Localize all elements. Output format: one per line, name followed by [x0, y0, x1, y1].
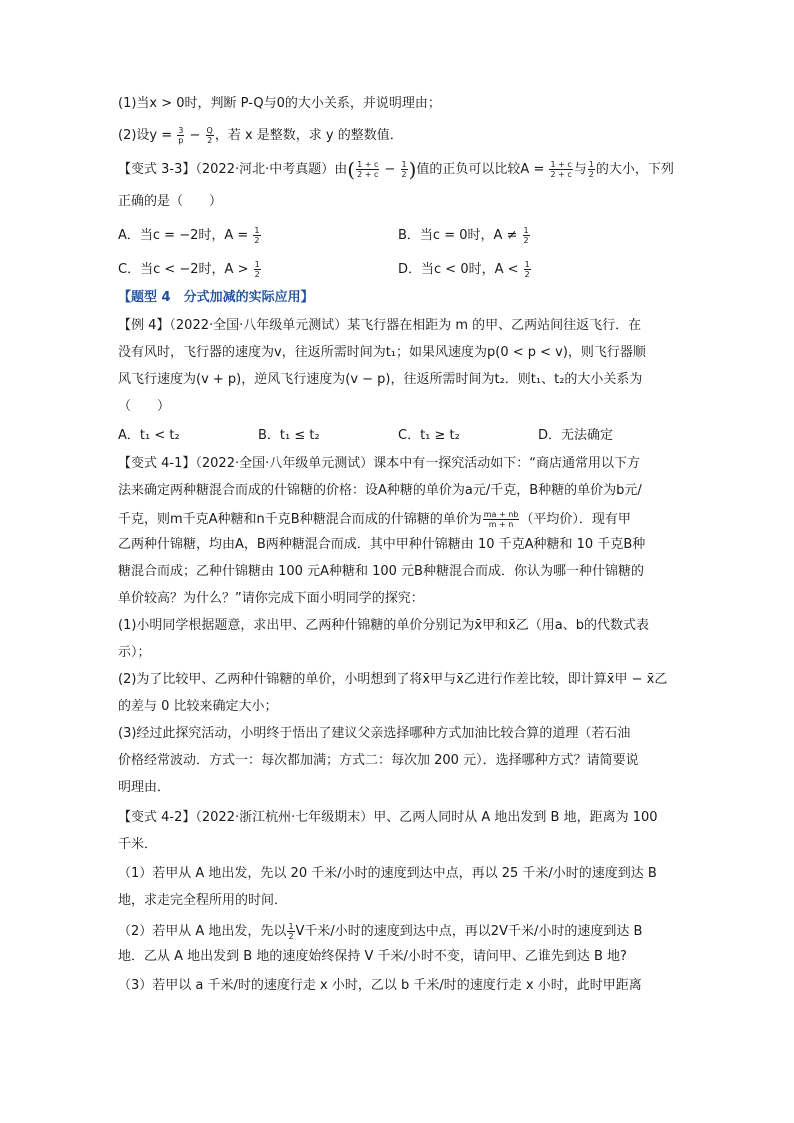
- variant-4-1-q1: (1)小明同学根据题意，求出甲、乙两种什锦糖的单价分别记为x̄甲和x̄乙（用a、b的代数式表: [118, 618, 650, 633]
- problem-part-2: (2)设y = $\frac{3}{p}$ − $\frac{Q}{2}$ ，若 x 是整数，求 y 的整数值．: [118, 126, 403, 145]
- problem-part-1: (1)当x > 0时，判断 P-Q与0的大小关系，并说明理由；: [118, 96, 441, 111]
- example-4-line-4: （ ）: [118, 399, 171, 414]
- variant-4-1-q3-end: 明理由．: [118, 780, 171, 795]
- option-b[interactable]: B．t₁ ≤ t₂: [258, 428, 320, 443]
- variant-3-3-options-ab: [118, 226, 678, 245]
- section-heading: 【题型 4 分式加减的实际应用】: [118, 290, 314, 305]
- option-c[interactable]: C．当c < −2时，A > $\frac{1}{2}$: [118, 260, 260, 279]
- variant-4-2-q2-cont: 地．乙从 A 地出发到 B 地的速度始终保持 V 千米/小时不变，请问甲、乙谁先到达 B 地?: [118, 949, 627, 964]
- variant-4-1-line-1: 【变式 4-1】（2022·全国·八年级单元测试）课本中有一探究活动如下：“商店通常用以下方: [118, 456, 640, 471]
- example-4-line-2: 没有风时，飞行器的速度为v，往返所需时间为t₁；如果风速度为p(0 < p < v)，则飞行器顺: [118, 345, 646, 360]
- variant-4-1-q1-cont: 示）；: [118, 645, 151, 660]
- variant-4-1-line-2: 法来确定两种糖混合而成的什锦糖的价格：设A种糖的单价为a元/千克，B种糖的单价为b元/: [118, 483, 642, 498]
- example-4-line-1: 【例 4】（2022·全国·八年级单元测试）某飞行器在相距为 m 的甲、乙两站间往返飞行．在: [118, 318, 642, 333]
- variant-4-1-line-3: 千克，则m千克A种糖和n千克B种糖混合而成的什锦糖的单价为 $\frac{ma + nb}{m + n}$ （平均价）．现有甲: [118, 510, 631, 529]
- option-b[interactable]: B．当c = 0时，A ≠ $\frac{1}{2}$: [398, 226, 529, 245]
- variant-4-1-q2-cont: 的差与 0 比较来确定大小；: [118, 699, 278, 714]
- variant-4-1-q3-cont: 价格经常波动．方式一：每次都加满；方式二：每次加 200 元）．选择哪种方式？请简要说: [118, 753, 639, 768]
- variant-4-2-q3: （3）若甲以 a 千米/时的速度行走 x 小时，乙以 b 千米/时的速度行走 x 小时，此时甲距离: [118, 978, 642, 993]
- option-d[interactable]: D．无法确定: [538, 428, 614, 443]
- variant-4-1-line-5: 糖混合而成；乙种什锦糖由 100 元A种糖和 100 元B种糖混合而成．你认为哪一种什锦糖的: [118, 564, 644, 579]
- option-a[interactable]: A．t₁ < t₂: [118, 428, 180, 443]
- example-4-line-3: 风飞行速度为(v + p)，逆风飞行速度为(v − p)，往返所需时间为t₂．则t₁、t₂的大小关系为: [118, 372, 643, 387]
- option-d[interactable]: D．当c < 0时，A < $\frac{1}{2}$: [398, 260, 530, 279]
- variant-3-3-stem-cont: 正确的是（ ）: [118, 194, 223, 209]
- option-c[interactable]: C．t₁ ≥ t₂: [398, 428, 460, 443]
- variant-4-2-q2: （2）若甲从 A 地出发，先以 $\frac{1}{2}$ V千米/小时的速度到达中点，再以2V千米/小时的速度到达 B: [118, 922, 643, 941]
- variant-4-1-q3: (3)经过此探究活动，小明终于悟出了建议父亲选择哪种方式加油比较合算的道理（若石油: [118, 726, 631, 741]
- option-a[interactable]: A．当c = −2时，A = $\frac{1}{2}$: [118, 226, 260, 245]
- variant-4-1-q2: (2)为了比较甲、乙两种什锦糖的单价，小明想到了将x̄甲与x̄乙进行作差比较，即计算x̄甲 − x̄乙: [118, 672, 668, 687]
- variant-3-3-options-cd: [118, 260, 678, 279]
- variant-4-2-q1: （1）若甲从 A 地出发，先以 20 千米/小时的速度到达中点，再以 25 千米/小时的速度到达 B: [118, 866, 657, 881]
- variant-4-2-line-2: 千米．: [118, 837, 158, 852]
- variant-3-3-stem: 【变式 3-3】（2022·河北·中考真题）由( $\frac{1 + c}{2 + c}$ − $\frac{1}{2}$ )值的正负可以比较A = $\frac{1 + c}{2 + c}$ 与 $\frac{1}{2}$ 的大小，下列: [118, 157, 674, 182]
- variant-4-1-line-4: 乙两种什锦糖，均由A，B两种糖混合而成．其中甲种什锦糖由 10 千克A种糖和 10 千克B种: [118, 537, 646, 552]
- variant-4-2-line-1: 【变式 4-2】（2022·浙江杭州·七年级期末）甲、乙两人同时从 A 地出发到 B 地，距离为 100: [118, 810, 658, 825]
- variant-4-2-q1-cont: 地，求走完全程所用的时间．: [118, 893, 288, 908]
- variant-4-1-line-6: 单价较高？为什么？”请你完成下面小明同学的探究：: [118, 591, 424, 606]
